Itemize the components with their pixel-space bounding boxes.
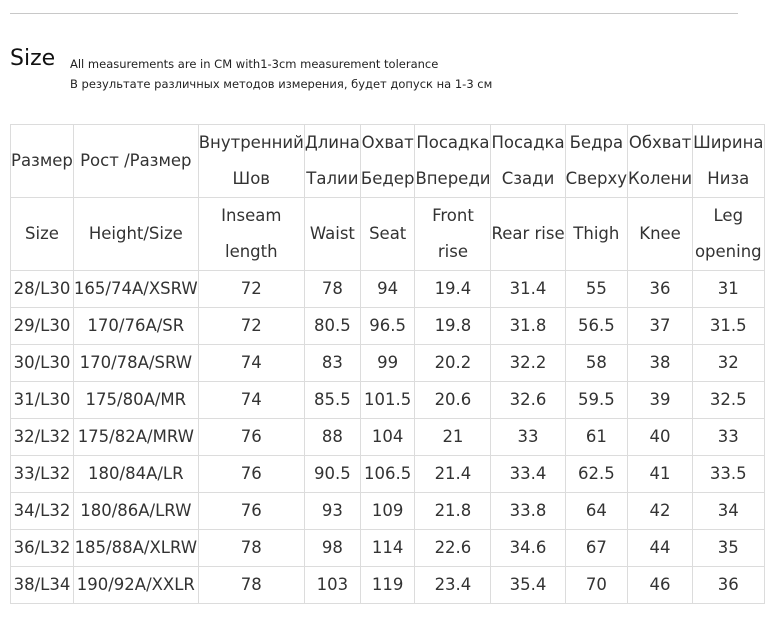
header-row-en [11, 198, 765, 271]
table-cell: 34 [693, 493, 764, 530]
table-cell: 30/L30 [11, 345, 74, 382]
table-cell: 19.4 [415, 271, 491, 308]
table-cell: 78 [198, 530, 304, 567]
header-cell [11, 198, 74, 271]
table-cell: 20.6 [415, 382, 491, 419]
header-label: Талии [306, 169, 359, 188]
table-cell: 165/74A/XSRW [73, 271, 198, 308]
table-cell: 78 [198, 567, 304, 604]
table-cell: 32.5 [693, 382, 764, 419]
table-row [11, 493, 765, 530]
table-cell: 33 [693, 419, 764, 456]
header-cell [360, 125, 415, 198]
header-label: rise [437, 242, 468, 261]
header-label: Knee [639, 224, 681, 243]
header-label: Бедра [569, 133, 624, 152]
header-cell [491, 125, 565, 198]
header-cell [628, 125, 693, 198]
header-label: Рост /Размер [80, 151, 192, 170]
table-cell: 29/L30 [11, 308, 74, 345]
table-cell: 76 [198, 493, 304, 530]
header-cell [628, 198, 693, 271]
header-label: Ширина [693, 133, 764, 152]
header-cell [73, 198, 198, 271]
header-label: Rear rise [491, 224, 565, 243]
table-cell: 36 [628, 271, 693, 308]
header-cell [491, 198, 565, 271]
header-label: Inseam [221, 206, 282, 225]
header-label: Сверху [565, 169, 628, 188]
table-cell: 64 [565, 493, 627, 530]
table-cell: 33.8 [491, 493, 565, 530]
table-cell: 90.5 [304, 456, 360, 493]
table-cell: 33.5 [693, 456, 764, 493]
table-cell: 31 [693, 271, 764, 308]
table-row [11, 567, 765, 604]
header-cell [693, 125, 764, 198]
header-cell [304, 125, 360, 198]
size-heading: Size [10, 46, 56, 71]
header-cell [73, 125, 198, 198]
header-label: Waist [309, 224, 355, 243]
table-cell: 55 [565, 271, 627, 308]
table-cell: 67 [565, 530, 627, 567]
table-cell: 106.5 [360, 456, 415, 493]
table-cell: 21 [415, 419, 491, 456]
header-label: Впереди [415, 169, 491, 188]
header-cell [11, 125, 74, 198]
table-cell: 32 [693, 345, 764, 382]
table-cell: 32/L32 [11, 419, 74, 456]
header-label: opening [694, 242, 762, 261]
table-cell: 109 [360, 493, 415, 530]
table-cell: 72 [198, 308, 304, 345]
table-cell: 33 [491, 419, 565, 456]
table-cell: 78 [304, 271, 360, 308]
table-cell: 21.8 [415, 493, 491, 530]
header-label: length [224, 242, 278, 261]
table-row [11, 456, 765, 493]
table-cell: 36/L32 [11, 530, 74, 567]
table-cell: 59.5 [565, 382, 627, 419]
table-cell: 104 [360, 419, 415, 456]
header-label: Height/Size [88, 224, 183, 243]
table-cell: 42 [628, 493, 693, 530]
table-cell: 85.5 [304, 382, 360, 419]
header-label: Низа [707, 169, 750, 188]
header-cell [565, 125, 627, 198]
table-cell: 44 [628, 530, 693, 567]
table-cell: 175/80A/MR [73, 382, 198, 419]
table-cell: 34/L32 [11, 493, 74, 530]
table-cell: 35.4 [491, 567, 565, 604]
table-cell: 93 [304, 493, 360, 530]
table-cell: 32.6 [491, 382, 565, 419]
header-label: Размер [11, 151, 73, 170]
table-cell: 72 [198, 271, 304, 308]
header-label: Посадка [491, 133, 565, 152]
table-cell: 38/L34 [11, 567, 74, 604]
table-cell: 170/78A/SRW [73, 345, 198, 382]
table-cell: 76 [198, 456, 304, 493]
table-cell: 31.5 [693, 308, 764, 345]
header-label: Длина [304, 133, 360, 152]
header-label: Size [25, 224, 59, 243]
table-cell: 33/L32 [11, 456, 74, 493]
table-cell: 180/86A/LRW [73, 493, 198, 530]
table-cell: 94 [360, 271, 415, 308]
header-label: Бедер [360, 169, 415, 188]
table-cell: 23.4 [415, 567, 491, 604]
table-cell: 185/88A/XLRW [73, 530, 198, 567]
top-divider [10, 13, 738, 14]
header-label: Thigh [573, 224, 620, 243]
table-cell: 88 [304, 419, 360, 456]
table-cell: 74 [198, 382, 304, 419]
table-cell: 46 [628, 567, 693, 604]
header-cell [415, 125, 491, 198]
table-row [11, 308, 765, 345]
table-cell: 56.5 [565, 308, 627, 345]
table-cell: 37 [628, 308, 693, 345]
table-cell: 31/L30 [11, 382, 74, 419]
table-cell: 19.8 [415, 308, 491, 345]
header-cell [415, 198, 491, 271]
table-cell: 61 [565, 419, 627, 456]
table-cell: 96.5 [360, 308, 415, 345]
table-row [11, 345, 765, 382]
table-cell: 76 [198, 419, 304, 456]
table-cell: 103 [304, 567, 360, 604]
header-cell [198, 125, 304, 198]
table-cell: 34.6 [491, 530, 565, 567]
table-cell: 101.5 [360, 382, 415, 419]
header-cell [565, 198, 627, 271]
header-label: Шов [232, 169, 271, 188]
header-cell [198, 198, 304, 271]
header-label: Охват [361, 133, 414, 152]
table-row [11, 530, 765, 567]
table-cell: 83 [304, 345, 360, 382]
header-cell [304, 198, 360, 271]
header-label: Внутренний [198, 133, 304, 152]
table-cell: 28/L30 [11, 271, 74, 308]
table-cell: 33.4 [491, 456, 565, 493]
table-cell: 99 [360, 345, 415, 382]
header-label: Сзади [501, 169, 555, 188]
table-cell: 39 [628, 382, 693, 419]
header-label: Seat [369, 224, 407, 243]
header-label: Front [432, 206, 474, 225]
size-chart-container [10, 124, 764, 604]
table-cell: 20.2 [415, 345, 491, 382]
header-cell [360, 198, 415, 271]
table-row [11, 271, 765, 308]
table-cell: 114 [360, 530, 415, 567]
table-cell: 38 [628, 345, 693, 382]
table-cell: 31.8 [491, 308, 565, 345]
table-cell: 40 [628, 419, 693, 456]
table-cell: 41 [628, 456, 693, 493]
table-cell: 119 [360, 567, 415, 604]
table-cell: 35 [693, 530, 764, 567]
header-row-ru [11, 125, 765, 198]
table-cell: 58 [565, 345, 627, 382]
table-cell: 62.5 [565, 456, 627, 493]
size-chart-body [11, 125, 765, 604]
tolerance-note-en: All measurements are in CM with1-3cm measurement tolerance [70, 57, 439, 71]
table-cell: 22.6 [415, 530, 491, 567]
table-cell: 170/76A/SR [73, 308, 198, 345]
table-cell: 175/82A/MRW [73, 419, 198, 456]
header-label: Leg [713, 206, 744, 225]
table-cell: 98 [304, 530, 360, 567]
table-cell: 74 [198, 345, 304, 382]
size-chart-table [10, 124, 765, 604]
table-cell: 21.4 [415, 456, 491, 493]
table-cell: 70 [565, 567, 627, 604]
header-label: Обхват [628, 133, 692, 152]
table-cell: 180/84A/LR [73, 456, 198, 493]
tolerance-note-ru: В результате различных методов измерения, будет допуск на 1-3 см [70, 77, 493, 91]
header-cell [693, 198, 764, 271]
header-label: Посадка [416, 133, 490, 152]
header-label: Колени [628, 169, 693, 188]
table-cell: 190/92A/XXLR [73, 567, 198, 604]
table-cell: 36 [693, 567, 764, 604]
table-cell: 31.4 [491, 271, 565, 308]
table-cell: 32.2 [491, 345, 565, 382]
table-row [11, 382, 765, 419]
table-row [11, 419, 765, 456]
table-cell: 80.5 [304, 308, 360, 345]
